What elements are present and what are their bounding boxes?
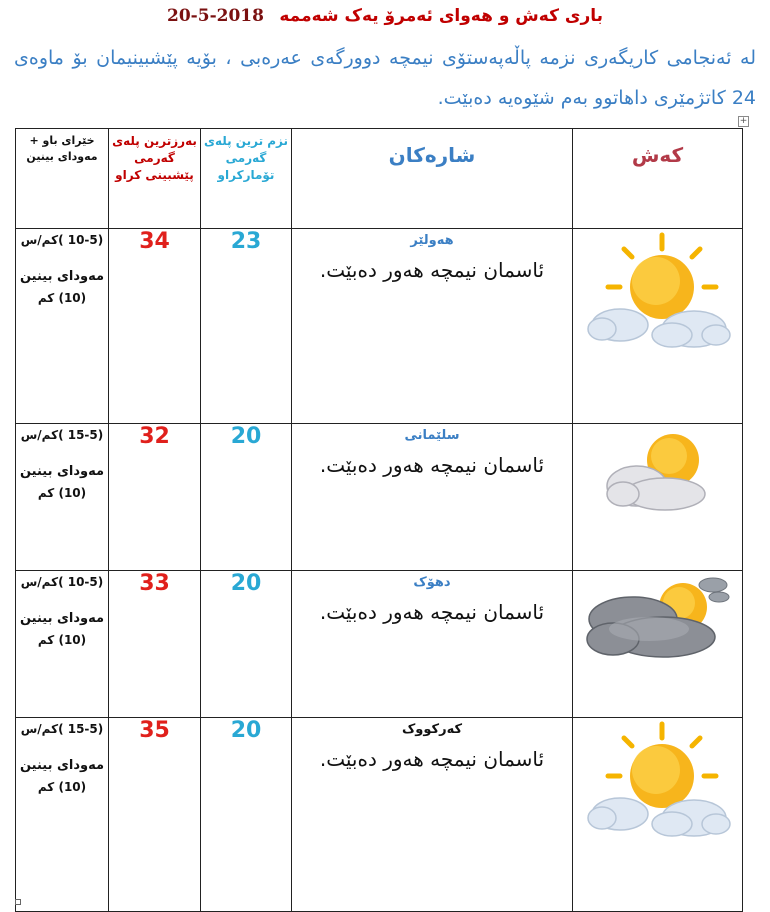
high-temp: 33: [109, 571, 201, 718]
visibility-value: (10) کم: [37, 486, 87, 500]
header-weather: کەش: [573, 129, 743, 229]
visibility-label: مەودای بینین: [19, 464, 105, 479]
condition-text: ئاسمان نیمچە هەور دەبێت.: [319, 747, 545, 771]
table-row: [16, 424, 743, 571]
visibility-label: مەودای بینین: [19, 758, 105, 773]
visibility-value: (10) کم: [37, 291, 87, 305]
table-row: [16, 229, 743, 424]
city-name: دهۆک: [413, 575, 451, 590]
wind-speed: (15-5 )کم/س: [20, 428, 104, 442]
low-temp: 23: [201, 229, 292, 424]
weather-icon-cell: [573, 571, 743, 718]
weather-table: [15, 128, 743, 912]
header-low-temp: نزم ترین پلەی گەرمی تۆمارکراو: [201, 129, 292, 229]
title-date: 2018-5-20: [166, 6, 264, 26]
high-temp: 34: [109, 229, 201, 424]
condition-text: ئاسمان نیمچە هەور دەبێت.: [319, 258, 545, 282]
table-move-handle-icon[interactable]: +: [739, 116, 748, 126]
city-cell: [292, 424, 573, 571]
weather-icon-cell: [573, 718, 743, 912]
wind-speed: (15-5 )کم/س: [20, 722, 104, 736]
visibility-label: مەودای بینین: [19, 611, 105, 626]
wind-visibility-cell: [16, 229, 109, 424]
table-row: [16, 718, 743, 912]
weather-icon-cell: [573, 424, 743, 571]
header-wind-visibility: خێرای باو + مەودای بینین: [16, 129, 109, 229]
high-temp: 32: [109, 424, 201, 571]
cloud-sun-icon: [603, 424, 713, 514]
city-name: هەولێر: [410, 233, 454, 248]
sun-behind-cloud-icon: [584, 718, 732, 846]
wind-speed: (10-5 )کم/س: [20, 233, 104, 247]
city-name: کەرکووک: [401, 722, 463, 737]
visibility-value: (10) کم: [37, 780, 87, 794]
low-temp: 20: [201, 718, 292, 912]
low-temp: 20: [201, 571, 292, 718]
header-cities: شارەکان: [292, 129, 573, 229]
high-temp: 35: [109, 718, 201, 912]
page-title: [0, 6, 770, 26]
city-cell: [292, 571, 573, 718]
city-name: سلێمانی: [404, 428, 460, 443]
wind-speed: (10-5 )کم/س: [20, 575, 104, 589]
wind-visibility-cell: [16, 718, 109, 912]
weather-icon-cell: [573, 229, 743, 424]
intro-paragraph: لە ئەنجامی کاریگەری نزمە پاڵەپەستۆی نیمچە دوورگەی عەرەبی ، بۆیە پێشبینیمان بۆ ماوەی 24 کاتژمێری داهاتوو بەم شێوەیە دەبێت.: [14, 47, 756, 109]
dark-cloud-sun-icon: [583, 571, 733, 663]
table-header-row: [16, 129, 743, 229]
header-high-temp: بەرزترین پلەی گەرمی پێشبینی کراو: [109, 129, 201, 229]
condition-text: ئاسمان نیمچە هەور دەبێت.: [319, 600, 545, 624]
city-cell: [292, 718, 573, 912]
table-resize-handle[interactable]: [15, 899, 21, 905]
title-text: باری کەش و هەوای ئەمرۆ یەک شەممە: [279, 6, 604, 26]
low-temp: 20: [201, 424, 292, 571]
table-row: [16, 571, 743, 718]
sun-behind-cloud-icon: [584, 229, 732, 357]
wind-visibility-cell: [16, 424, 109, 571]
visibility-label: مەودای بینین: [19, 269, 105, 284]
city-cell: [292, 229, 573, 424]
condition-text: ئاسمان نیمچە هەور دەبێت.: [319, 453, 545, 477]
wind-visibility-cell: [16, 571, 109, 718]
visibility-value: (10) کم: [37, 633, 87, 647]
